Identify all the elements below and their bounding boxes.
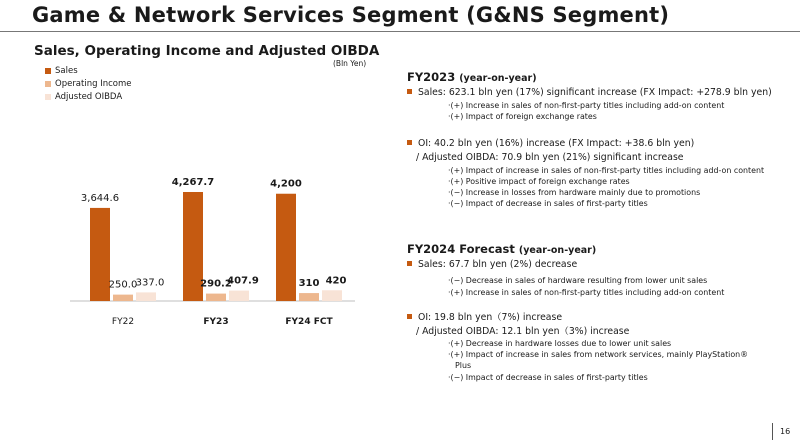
- page-number-divider: [772, 423, 773, 440]
- fy2024-oi-item: ·(+) Impact of increase in sales from network services, mainly PlayStation®: [448, 350, 749, 359]
- fy2023-oi-item: ·(−) Impact of decrease in sales of first-party titles: [448, 199, 648, 208]
- fy2023-sales-item: ·(+) Increase in sales of non-first-party titles including add-on content: [448, 101, 725, 110]
- fy2024-heading: [407, 242, 596, 256]
- fy2024-oi-item: Plus: [455, 361, 472, 370]
- bar-adjusted-oibda-fy22: [136, 292, 156, 301]
- data-label-adjusted-oibda-fy23: 407.9: [227, 275, 259, 287]
- bullet-square-icon: [407, 89, 412, 94]
- fy2024-sales-text: Sales: 67.7 bln yen (2%) decrease: [418, 259, 578, 270]
- fy2024-oi-item: ·(+) Decrease in hardware losses due to lower unit sales: [448, 339, 672, 348]
- data-label-operating-income-fy23: 290.2: [200, 278, 232, 290]
- fy2023-heading: [407, 70, 537, 84]
- fy2023-heading-suffix: (year-on-year): [459, 73, 537, 84]
- chart-unit: (Bln Yen): [333, 59, 367, 68]
- fy2024-oi-text: OI: 19.8 bln yen（7%) increase: [418, 312, 563, 323]
- fy2024-sales-item: ·(−) Decrease in sales of hardware resulting from lower unit sales: [448, 276, 708, 285]
- bar-adjusted-oibda-fy24-fct: [322, 290, 342, 301]
- fy2023-oibda-text: / Adjusted OIBDA: 70.9 bln yen (21%) significant increase: [416, 152, 684, 163]
- bullet-square-icon: [407, 140, 412, 145]
- fy2024-heading-text: FY2024 Forecast: [407, 242, 515, 256]
- fy2023-oi-line: [407, 138, 694, 149]
- bar-sales-fy24-fct: [276, 194, 296, 301]
- fy2024-heading-suffix: (year-on-year): [518, 245, 597, 256]
- fy2023-sales-text: Sales: 623.1 bln yen (17%) significant increase (FX Impact: +278.9 bln yen): [418, 87, 772, 98]
- legend-label-adjusted-oibda: Adjusted OIBDA: [55, 91, 123, 102]
- fy2023-sales-line: [407, 87, 772, 98]
- page-title: Game & Network Services Segment (G&NS Segment): [32, 3, 670, 27]
- fy2023-heading-text: FY2023: [407, 70, 456, 84]
- data-label-operating-income-fy24-fct: 310: [298, 278, 320, 290]
- data-label-sales-fy23: 4,267.7: [171, 177, 215, 188]
- data-label-sales-fy22: 3,644.6: [80, 192, 120, 204]
- fy2024-sales-line: [407, 259, 577, 270]
- category-label-fy22: FY22: [111, 317, 135, 327]
- commentary-panel: [407, 0, 800, 444]
- category-label-fy23: FY23: [203, 317, 229, 327]
- bar-operating-income-fy22: [113, 295, 133, 301]
- fy2023-sales-item: ·(+) Impact of foreign exchange rates: [448, 112, 597, 121]
- data-label-sales-fy24-fct: 4,200: [270, 178, 302, 190]
- legend-label-sales: Sales: [55, 65, 78, 76]
- page-number: 16: [780, 427, 791, 436]
- legend-label-operating-income: Operating Income: [55, 78, 132, 89]
- bar-sales-fy22: [90, 208, 110, 301]
- fy2024-oi-item: ·(−) Impact of decrease in sales of first-party titles: [448, 373, 648, 382]
- bullet-square-icon: [407, 314, 412, 319]
- fy2024-oibda-text: / Adjusted OIBDA: 12.1 bln yen（3%) increase: [416, 326, 630, 337]
- bar-adjusted-oibda-fy23: [229, 291, 249, 301]
- bullet-square-icon: [407, 261, 412, 266]
- bar-operating-income-fy24-fct: [299, 293, 319, 301]
- category-label-fy24-fct: FY24 FCT: [285, 317, 333, 327]
- fy2023-oi-text: OI: 40.2 bln yen (16%) increase (FX Impact: +38.6 bln yen): [418, 138, 695, 149]
- fy2023-oi-item: ·(+) Impact of increase in sales of non-first-party titles including add-on content: [448, 166, 765, 175]
- data-label-adjusted-oibda-fy24-fct: 420: [325, 275, 347, 287]
- chart-subtitle: Sales, Operating Income and Adjusted OIBDA: [34, 43, 380, 59]
- fy2023-oi-item: ·(+) Positive impact of foreign exchange rates: [448, 177, 630, 186]
- fy2023-oi-item: ·(−) Increase in losses from hardware mainly due to promotions: [448, 188, 701, 197]
- bar-operating-income-fy23: [206, 294, 226, 301]
- data-label-operating-income-fy22: 250.0: [108, 279, 138, 291]
- data-label-adjusted-oibda-fy22: 337.0: [135, 277, 165, 289]
- fy2024-sales-item: ·(+) Increase in sales of non-first-party titles including add-on content: [448, 288, 725, 297]
- fy2024-oi-line: [407, 309, 562, 323]
